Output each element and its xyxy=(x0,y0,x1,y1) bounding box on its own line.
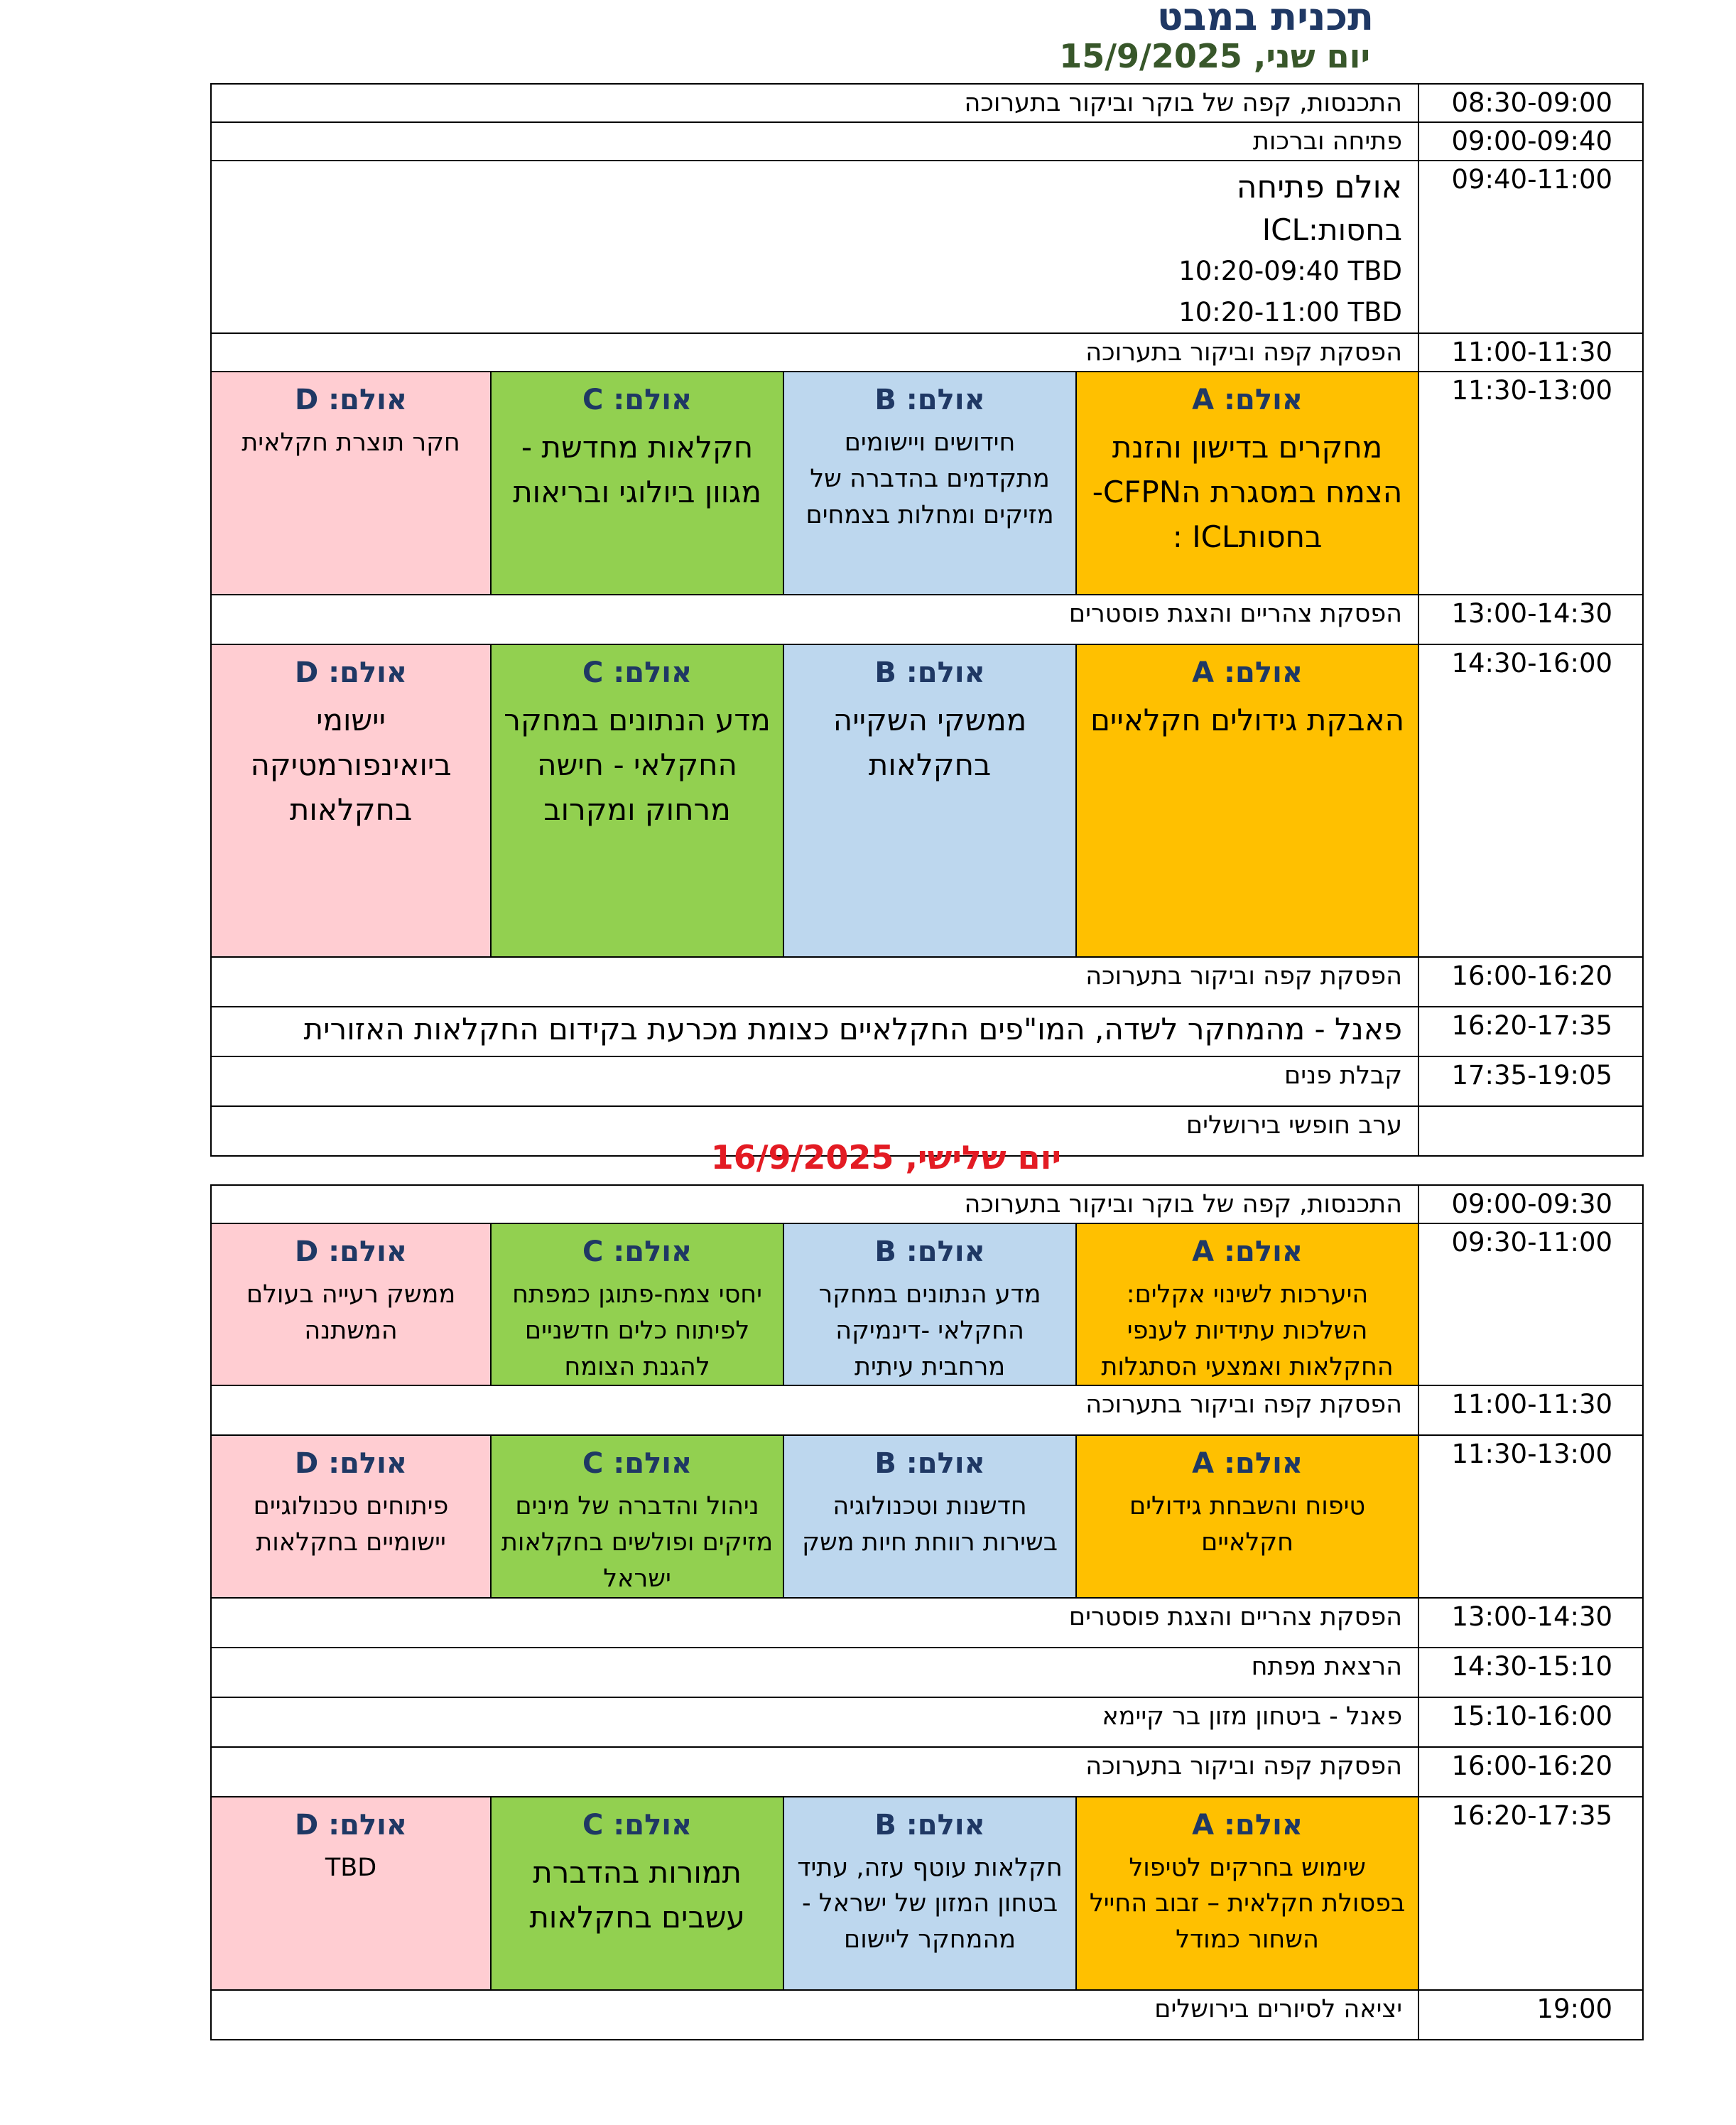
session-cell: הפסקת צהריים והצגת פוסטרים xyxy=(211,595,1418,644)
hall-b-cell: אולם: B ממשקי השקייה בחקלאות xyxy=(783,644,1076,957)
time-cell: 19:00 xyxy=(1418,1990,1643,2040)
opening-session-cell xyxy=(211,161,1418,333)
opening-item: 10:20-11:00 TBD xyxy=(1178,296,1403,328)
table-row xyxy=(211,1185,1643,1223)
session-cell: הפסקת קפה וביקור בתערוכה xyxy=(211,957,1418,1007)
time-cell: 16:00-16:20 xyxy=(1418,957,1643,1007)
hall-a-cell: אולם: A האבקת גידולים חקלאיים xyxy=(1076,644,1418,957)
table-row xyxy=(211,1385,1643,1435)
table-row xyxy=(211,595,1643,644)
opening-hall-name: אולם פתיחה xyxy=(1236,169,1403,205)
table-row xyxy=(211,1007,1643,1056)
table-row xyxy=(211,161,1643,333)
table-row xyxy=(211,1648,1643,1697)
day2-schedule-table xyxy=(210,1184,1644,2040)
day1-heading: יום שני, 15/9/2025 xyxy=(1059,37,1370,75)
session-cell: פתיחה וברכות xyxy=(211,122,1418,161)
session-cell: הפסקת קפה וביקור בתערוכה xyxy=(211,333,1418,372)
hall-c-cell: אולם: C ניהול והדברה של מינים מזיקים ופולשים בחקלאות ישראל xyxy=(491,1435,783,1597)
session-cell: קבלת פנים xyxy=(211,1056,1418,1106)
time-cell: 09:00-09:40 xyxy=(1418,122,1643,161)
hall-d-cell: אולם: D יישומי ביואינפורמטיקה בחקלאות xyxy=(211,644,491,957)
table-row xyxy=(211,122,1643,161)
page-title: תכנית במבט xyxy=(1156,0,1374,39)
hall-b-cell: אולם: B מדע הנתונים במחקר החקלאי -דינמיקה מרחבית עיתית xyxy=(783,1223,1076,1385)
session-cell: התכנסות, קפה של בוקר וביקור בתערוכה xyxy=(211,1185,1418,1223)
table-row xyxy=(211,1223,1643,1385)
table-row xyxy=(211,957,1643,1007)
time-cell: 15:10-16:00 xyxy=(1418,1697,1643,1747)
day1-schedule-table xyxy=(210,83,1644,1157)
table-row xyxy=(211,372,1643,595)
session-cell: פאנל - ביטחון מזון בר קיימא xyxy=(211,1697,1418,1747)
panel-session-cell: פאנל - מהמחקר לשדה, המו"פים החקלאיים כצומת מכרעת בקידום החקלאות האזורית xyxy=(211,1007,1418,1056)
time-cell: 14:30-16:00 xyxy=(1418,644,1643,957)
time-cell: 09:00-09:30 xyxy=(1418,1185,1643,1223)
time-cell: 17:35-19:05 xyxy=(1418,1056,1643,1106)
hall-c-cell: אולם: C תמורות בהדברת עשבים בחקלאות xyxy=(491,1797,783,1990)
table-row xyxy=(211,1435,1643,1597)
table-row xyxy=(211,1598,1643,1648)
hall-a-cell: אולם: A שימוש בחרקים לטיפול בפסולת חקלאית – זבוב החייל השחור כמודל xyxy=(1076,1797,1418,1990)
day2-heading: יום שלישי, 16/9/2025 xyxy=(710,1138,1061,1177)
time-cell: 09:40-11:00 xyxy=(1418,161,1643,333)
hall-c-cell: אולם: C חקלאות מחדשת - מגוון ביולוגי ובריאות xyxy=(491,372,783,595)
hall-a-cell: אולם: A טיפוח והשבחת גידולים חקלאיים xyxy=(1076,1435,1418,1597)
hall-b-cell: אולם: B חידושים ויישומים מתקדמים בהדברה של מזיקים ומחלות בצמחים xyxy=(783,372,1076,595)
hall-b-cell: אולם: B חקלאות עוטף עזה, עתיד בטחון המזון של ישראל - מהמחקר ליישום xyxy=(783,1797,1076,1990)
session-cell: הפסקת קפה וביקור בתערוכה xyxy=(211,1385,1418,1435)
table-row xyxy=(211,644,1643,957)
time-cell: 11:30-13:00 xyxy=(1418,1435,1643,1597)
table-row xyxy=(211,1747,1643,1797)
time-cell: 11:30-13:00 xyxy=(1418,372,1643,595)
table-row xyxy=(211,1056,1643,1106)
hall-a-cell: אולם: A מחקרים בדישון והזנת הצמח במסגרת הCFPN- בחסותICL : xyxy=(1076,372,1418,595)
time-cell: 11:00-11:30 xyxy=(1418,1385,1643,1435)
time-cell: 13:00-14:30 xyxy=(1418,1598,1643,1648)
table-row xyxy=(211,1797,1643,1990)
table-row xyxy=(211,1697,1643,1747)
hall-d-cell: אולם: D TBD xyxy=(211,1797,491,1990)
time-cell: 13:00-14:30 xyxy=(1418,595,1643,644)
session-cell: התכנסות, קפה של בוקר וביקור בתערוכה xyxy=(211,84,1418,122)
hall-a-cell: אולם: A היערכות לשינוי אקלים: השלכות עתידיות לענפי החקלאות ואמצעי הסתגלות xyxy=(1076,1223,1418,1385)
opening-sponsor: בחסות:ICL xyxy=(1262,212,1403,247)
session-cell: יציאה לסיורים בירושלים xyxy=(211,1990,1418,2040)
time-cell: 09:30-11:00 xyxy=(1418,1223,1643,1385)
session-cell: ערב חופשי בירושלים xyxy=(211,1106,1418,1156)
time-cell: 11:00-11:30 xyxy=(1418,333,1643,372)
session-cell: הפסקת צהריים והצגת פוסטרים xyxy=(211,1598,1418,1648)
time-cell: 16:00-16:20 xyxy=(1418,1747,1643,1797)
session-cell: הרצאת מפתח xyxy=(211,1648,1418,1697)
hall-d-cell: אולם: D פיתוחים טכנולוגיים יישומיים בחקלאות xyxy=(211,1435,491,1597)
hall-d-cell: אולם: D חקר תוצרת חקלאית xyxy=(211,372,491,595)
table-row xyxy=(211,84,1643,122)
table-row xyxy=(211,333,1643,372)
time-cell: 16:20-17:35 xyxy=(1418,1797,1643,1990)
time-cell: 14:30-15:10 xyxy=(1418,1648,1643,1697)
hall-c-cell: אולם: C מדע הנתונים במחקר החקלאי - חישה מרחוק ומקרוב xyxy=(491,644,783,957)
table-row xyxy=(211,1990,1643,2040)
time-cell: 08:30-09:00 xyxy=(1418,84,1643,122)
time-cell: 16:20-17:35 xyxy=(1418,1007,1643,1056)
hall-d-cell: אולם: D ממשק רעייה בעולם המשתנה xyxy=(211,1223,491,1385)
time-cell xyxy=(1418,1106,1643,1156)
hall-c-cell: אולם: C יחסי צמח-פתוגן כמפתח לפיתוח כלים חדשניים להגנת הצומח xyxy=(491,1223,783,1385)
opening-item: 10:20-09:40 TBD xyxy=(1178,256,1403,287)
hall-b-cell: אולם: B חדשנות וטכנולוגיה בשירות רווחת חיות משק xyxy=(783,1435,1076,1597)
session-cell: הפסקת קפה וביקור בתערוכה xyxy=(211,1747,1418,1797)
